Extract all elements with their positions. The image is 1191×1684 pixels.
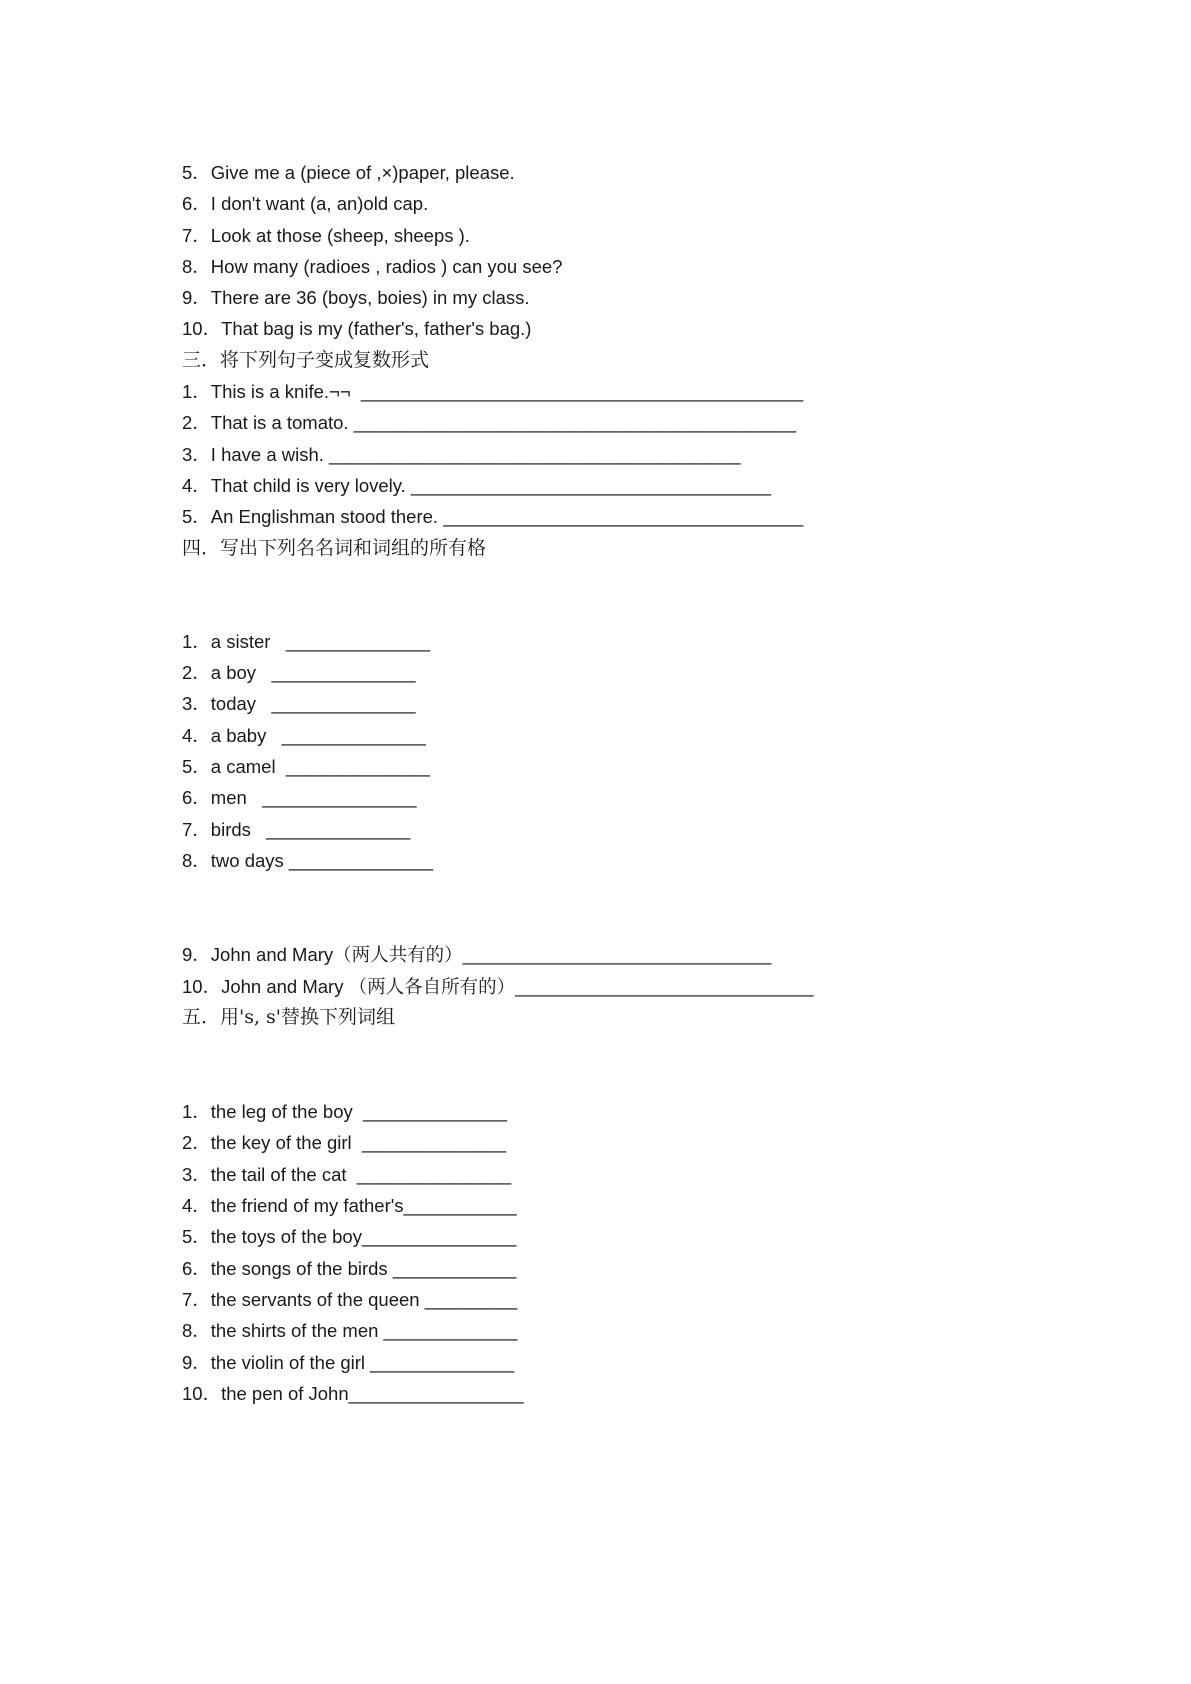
spacer <box>182 564 1082 626</box>
list-item: 6．men _______________ <box>182 787 417 809</box>
list-item: 10．the pen of John_________________ <box>182 1382 524 1404</box>
list-item: 6．I don't want (a, an)old cap. <box>182 193 429 215</box>
list-item: 9．the violin of the girl ______________ <box>182 1351 515 1373</box>
list-item: 2．That is a tomato. ___________________________________________ <box>182 412 797 434</box>
list-item: 5．the toys of the boy_______________ <box>182 1226 517 1248</box>
list-item: 8．two days ______________ <box>182 849 433 871</box>
list-item: 8．the shirts of the men _____________ <box>182 1320 518 1342</box>
section5-heading: 五．用's, s'替换下列词组 <box>182 1005 396 1028</box>
list-item: 7．the servants of the queen _________ <box>182 1288 518 1310</box>
list-item: 2．a boy ______________ <box>182 662 416 684</box>
list-item: 3．I have a wish. ________________________________________ <box>182 443 741 465</box>
list-item: 8．How many (radioes , radios ) can you see? <box>182 255 563 277</box>
list-item: 1．a sister ______________ <box>182 630 430 652</box>
section4 <box>182 533 1082 1002</box>
list-item: 9．John and Mary（两人共有的）______________________________ <box>182 944 772 966</box>
section4-heading: 四．写出下列名名词和词组的所有格 <box>182 536 487 559</box>
list-item: 3．today ______________ <box>182 693 416 715</box>
list-item: 10．That bag is my (father's, father's bag.) <box>182 318 532 340</box>
list-item: 9．There are 36 (boys, boies) in my class. <box>182 287 530 309</box>
list-item: 3．the tail of the cat _______________ <box>182 1163 512 1185</box>
list-item: 4．a baby ______________ <box>182 724 426 746</box>
list-item: 1．This is a knife.¬¬ ___________________________________________ <box>182 381 804 403</box>
section2-tail <box>182 157 1082 345</box>
list-item: 6．the songs of the birds ____________ <box>182 1257 517 1279</box>
list-item: 7．Look at those (sheep, sheeps ). <box>182 224 470 246</box>
list-item: 4．the friend of my father's___________ <box>182 1195 517 1217</box>
list-item: 2．the key of the girl ______________ <box>182 1132 506 1154</box>
list-item: 10．John and Mary （两人各自所有的）_____________________________ <box>182 975 814 997</box>
list-item: 5．Give me a (piece of ,×)paper, please. <box>182 162 515 183</box>
list-item: 1．the leg of the boy ______________ <box>182 1101 508 1123</box>
list-item: 4．That child is very lovely. ___________________________________ <box>182 474 772 496</box>
section3 <box>182 345 1082 533</box>
spacer <box>182 1033 1082 1096</box>
list-item: 5．An Englishman stood there. ___________________________________ <box>182 506 804 528</box>
list-item: 5．a camel ______________ <box>182 756 430 778</box>
worksheet-page <box>182 157 1082 1409</box>
section5 <box>182 1002 1082 1409</box>
section3-heading: 三．将下列句子变成复数形式 <box>182 348 430 371</box>
spacer <box>182 876 1082 939</box>
list-item: 7．birds ______________ <box>182 818 411 840</box>
